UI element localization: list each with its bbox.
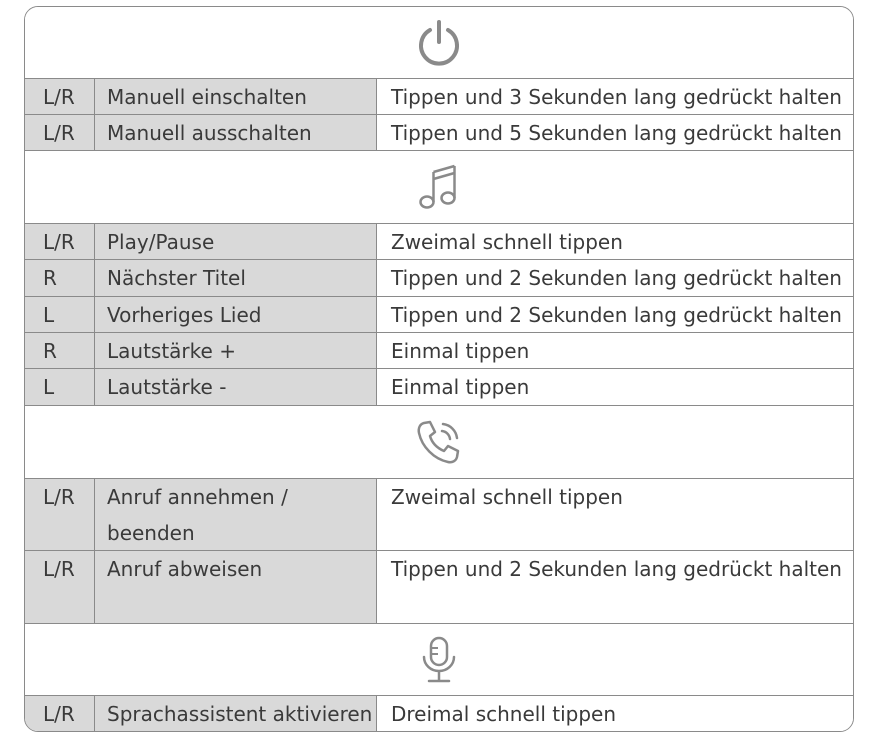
microphone-icon [419,635,459,685]
table-row [25,297,853,333]
function-cell: Sprachassistent aktivieren [95,696,377,732]
action-cell: Tippen und 2 Sekunden lang gedrückt halten [377,260,853,296]
function-cell: Nächster Titel [95,260,377,296]
music-section-header [25,151,853,224]
function-cell: Manuell einschalten [95,79,377,114]
table-row [25,79,853,115]
microphone-section-header [25,624,853,696]
side-cell: L/R [25,79,95,114]
action-cell: Dreimal schnell tippen [377,696,853,732]
side-cell: L [25,297,95,332]
power-icon [414,18,464,68]
action-cell: Einmal tippen [377,333,853,368]
action-cell: Tippen und 5 Sekunden lang gedrückt halten [377,115,853,150]
function-cell: Lautstärke - [95,369,377,405]
side-cell: L/R [25,115,95,150]
table-row [25,115,853,151]
side-cell: L/R [25,696,95,732]
side-cell: L [25,369,95,405]
phone-call-icon [414,417,464,467]
action-cell: Tippen und 2 Sekunden lang gedrückt halten [377,551,853,623]
table-row [25,333,853,369]
action-cell: Zweimal schnell tippen [377,224,853,259]
action-cell: Einmal tippen [377,369,853,405]
function-cell: Anruf abweisen [95,551,377,623]
power-section-header [25,7,853,79]
function-line: Anruf annehmen / [107,485,288,509]
action-cell: Tippen und 2 Sekunden lang gedrückt halten [377,297,853,332]
action-cell: Zweimal schnell tippen [377,479,853,550]
function-cell [95,479,377,550]
table-row [25,479,853,551]
table-row [25,260,853,297]
function-cell: Lautstärke + [95,333,377,368]
side-cell: L/R [25,479,95,550]
side-cell: R [25,333,95,368]
table-row [25,369,853,406]
table-row [25,696,853,732]
side-cell: L/R [25,224,95,259]
function-cell: Manuell ausschalten [95,115,377,150]
function-cell: Vorheriges Lied [95,297,377,332]
side-cell: R [25,260,95,296]
table-row [25,224,853,260]
controls-table [24,6,854,732]
side-cell: L/R [25,551,95,623]
function-cell: Play/Pause [95,224,377,259]
phone-section-header [25,406,853,479]
function-line: beenden [107,521,195,545]
music-note-icon [417,163,461,211]
table-row [25,551,853,624]
action-cell: Tippen und 3 Sekunden lang gedrückt halten [377,79,853,114]
